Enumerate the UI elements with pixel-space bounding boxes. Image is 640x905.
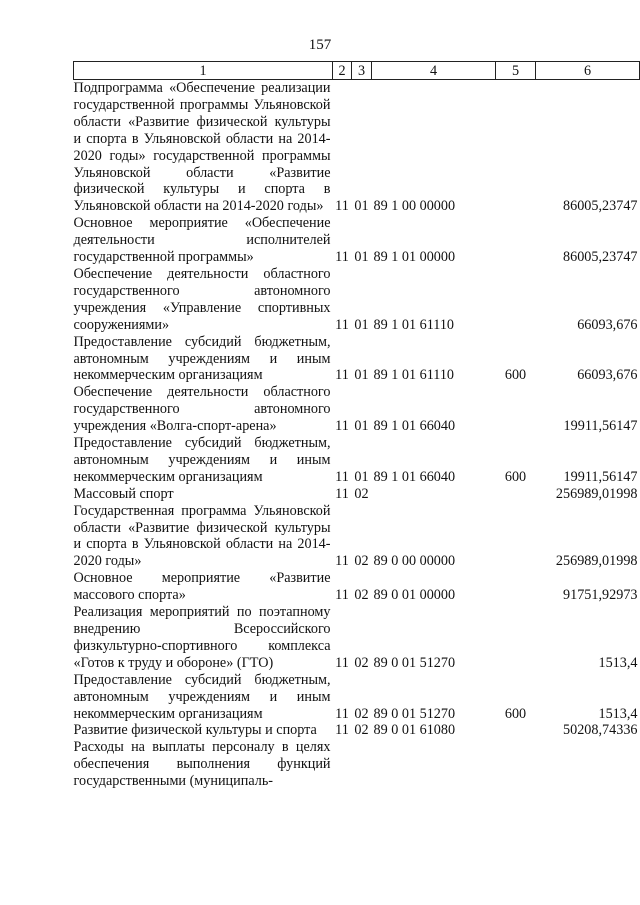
row-name: Обеспечение деятельности областного государственного автономного учреждения «Управление спортивных сооружениями» [73, 265, 331, 333]
row-section: 11 [335, 418, 349, 435]
row-subsection: 02 [354, 705, 369, 722]
row-amount: 66093,676 [577, 367, 638, 384]
row-section: 11 [335, 553, 349, 570]
row-name: Предоставление субсидий бюджетным, автономным учреждениям и иным некоммерческим организациям [73, 435, 331, 485]
row-name: Массовый спорт [73, 485, 174, 502]
row-subsection: 01 [354, 418, 369, 435]
table-header [74, 62, 640, 80]
row-expense-type [496, 215, 536, 266]
row-amount: 86005,23747 [563, 249, 638, 266]
row-subsection: 01 [354, 249, 369, 266]
row-name: Обеспечение деятельности областного государственного автономного учреждения «Волга-спорт-арена» [73, 384, 331, 435]
row-name: Основное мероприятие «Обеспечение деятельности исполнителей государственной программы» [73, 215, 331, 266]
row-subsection: 01 [354, 367, 369, 384]
row-expense-type [496, 266, 536, 334]
row-name: Подпрограмма «Обеспечение реализации государственной программы Ульяновской области «Развитие физической культуры и спорта в Ульяновской области на 2014-2020 годы» государственной программы Ульяновской области «Развитие физической культуры и спорта в Ульяновской области на 2014-2020 годы» [73, 80, 331, 215]
header-col-6: 6 [536, 62, 640, 80]
row-amount: 256989,01998 [555, 553, 638, 570]
row-target-article: 89 1 01 66040 [373, 468, 456, 485]
table-row [74, 266, 640, 334]
row-expense-type [496, 503, 536, 571]
row-section: 11 [335, 705, 349, 722]
row-subsection: 02 [354, 587, 369, 604]
row-section: 11 [335, 198, 349, 215]
table-row [74, 334, 640, 385]
row-subsection: 01 [354, 316, 369, 333]
row-target-article: 89 0 01 00000 [373, 587, 456, 604]
row-amount: 19911,56147 [563, 418, 638, 435]
budget-table [73, 61, 640, 790]
row-amount: 1513,4 [598, 705, 638, 722]
row-expense-type: 600 [504, 367, 527, 384]
row-name: Основное мероприятие «Развитие массового спорта» [73, 570, 331, 604]
row-subsection: 02 [354, 722, 369, 739]
row-target-article: 89 1 00 00000 [373, 198, 456, 215]
table-row [74, 503, 640, 571]
row-section: 11 [335, 654, 349, 671]
table-row [74, 604, 640, 672]
row-target-article [372, 739, 496, 790]
page-number: 157 [308, 37, 332, 53]
row-expense-type [496, 384, 536, 435]
row-section: 11 [335, 249, 349, 266]
table-row [74, 215, 640, 266]
row-amount: 86005,23747 [563, 198, 638, 215]
header-col-3: 3 [352, 62, 372, 80]
row-subsection: 01 [354, 468, 369, 485]
row-section [333, 739, 352, 790]
row-expense-type [496, 486, 536, 503]
row-target-article: 89 0 00 00000 [373, 553, 456, 570]
row-amount: 66093,676 [577, 316, 638, 333]
row-name: Предоставление субсидий бюджетным, автономным учреждениям и иным некоммерческим организациям [73, 671, 331, 722]
row-expense-type [496, 570, 536, 604]
table-row [74, 722, 640, 739]
header-col-4: 4 [372, 62, 496, 80]
row-section: 11 [335, 367, 349, 384]
row-subsection: 01 [354, 198, 369, 215]
row-target-article: 89 1 01 00000 [373, 249, 456, 266]
row-target-article [372, 486, 496, 503]
row-section: 11 [335, 587, 349, 604]
header-col-2: 2 [333, 62, 352, 80]
row-name: Расходы на выплаты персоналу в целях обеспечения выполнения функций государственными (муниципаль- [73, 739, 331, 790]
row-name: Развитие физической культуры и спорта [73, 722, 317, 739]
row-subsection: 02 [354, 485, 369, 502]
row-expense-type: 600 [504, 705, 527, 722]
row-amount: 256989,01998 [555, 485, 638, 502]
row-expense-type [496, 80, 536, 216]
table-row [74, 384, 640, 435]
table-row [74, 672, 640, 723]
row-target-article: 89 0 01 51270 [373, 705, 456, 722]
row-expense-type [496, 739, 536, 790]
row-subsection: 02 [354, 553, 369, 570]
header-col-5: 5 [496, 62, 536, 80]
row-section: 11 [335, 468, 349, 485]
row-target-article: 89 1 01 61110 [373, 316, 455, 333]
row-amount: 19911,56147 [563, 468, 638, 485]
row-amount [536, 739, 640, 790]
row-name: Государственная программа Ульяновской области «Развитие физической культуры и спорта в Ульяновской области на 2014-2020 годы» [73, 502, 331, 570]
row-name: Реализация мероприятий по поэтапному внедрению Всероссийского физкультурно-спортивного комплекса «Готов к труду и обороне» (ГТО) [73, 604, 331, 671]
row-subsection [352, 739, 372, 790]
header-col-1: 1 [74, 62, 333, 80]
row-expense-type [496, 604, 536, 672]
table-row [74, 739, 640, 790]
table-row [74, 80, 640, 216]
row-target-article: 89 1 01 66040 [373, 418, 456, 435]
row-target-article: 89 1 01 61110 [373, 367, 455, 384]
row-section: 11 [335, 485, 349, 502]
table-row [74, 570, 640, 604]
row-amount: 91751,92973 [563, 587, 638, 604]
row-name: Предоставление субсидий бюджетным, автономным учреждениям и иным некоммерческим организациям [73, 333, 331, 384]
row-target-article: 89 0 01 61080 [373, 722, 456, 739]
table-body [74, 80, 640, 791]
table-row [74, 486, 640, 503]
table-row [74, 435, 640, 486]
row-expense-type: 600 [504, 468, 527, 485]
row-amount: 1513,4 [598, 654, 638, 671]
row-target-article: 89 0 01 51270 [373, 654, 456, 671]
row-section: 11 [335, 316, 349, 333]
row-amount: 50208,74336 [563, 722, 638, 739]
row-expense-type [496, 722, 536, 739]
row-section: 11 [335, 722, 349, 739]
row-subsection: 02 [354, 654, 369, 671]
header-row [74, 62, 640, 80]
